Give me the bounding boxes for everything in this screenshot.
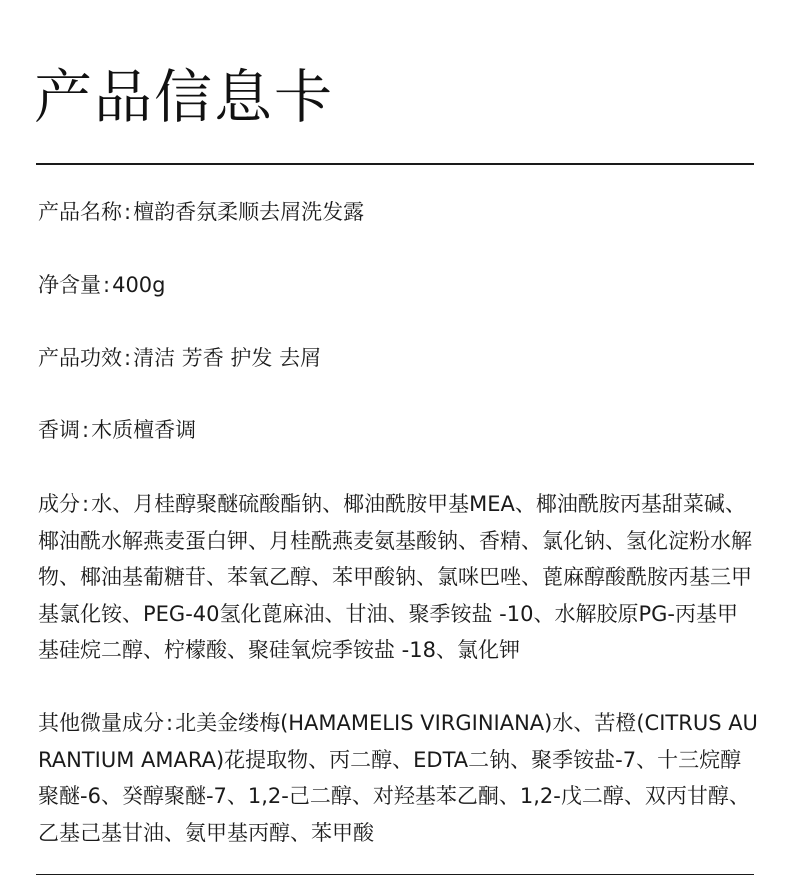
ingredients-value: 水、月桂醇聚醚硫酸酯钠、椰油酰胺甲基MEA、椰油酰胺丙基甜菜碱、椰油酰水解燕麦蛋白钾、月桂酰燕麦氨基酸钠、香精、氯化钠、氢化淀粉水解物、椰油基葡糖苷、苯氧乙醇、苯甲酸钠、氯咪巴唑、蓖麻醇酸酰胺丙基三甲基氯化铵、PEG-40氢化蓖麻油、甘油、聚季铵盐 -10、水解胶原PG-丙基甲基硅烷二醇、柠檬酸、聚硅氧烷季铵盐 -18、氯化钾 (38, 492, 752, 662)
separator: : (124, 200, 132, 224)
minor-ingredients-label: 其他微量成分 (38, 711, 164, 735)
separator: : (103, 273, 111, 297)
net-content-row (38, 271, 166, 299)
bottom-divider (36, 874, 754, 875)
fragrance-row (38, 416, 196, 444)
title-divider (36, 163, 754, 165)
separator: : (166, 711, 174, 735)
product-name-value: 檀韵香氛柔顺去屑洗发露 (133, 200, 365, 224)
efficacy-row (38, 344, 321, 372)
separator: : (124, 346, 132, 370)
page-title: 产品信息卡 (34, 63, 335, 131)
ingredients-label: 成分 (38, 492, 80, 516)
minor-ingredients-paragraph (38, 705, 758, 851)
minor-ingredients-value: 北美金缕梅(HAMAMELIS VIRGINIANA)水、苦橙(CITRUS AURANTIUM AMARA)花提取物、丙二醇、EDTA二钠、聚季铵盐-7、十三烷醇聚醚-6、癸醇聚醚-7、1,2-己二醇、对羟基苯乙酮、1,2-戊二醇、双丙甘醇、乙基己基甘油、氨甲基丙醇、苯甲酸 (38, 711, 758, 845)
product-name-row (38, 198, 364, 226)
separator: : (82, 492, 90, 516)
product-name-label: 产品名称 (38, 200, 122, 224)
ingredients-paragraph (38, 486, 758, 669)
net-content-value: 400g (112, 273, 166, 297)
fragrance-value: 木质檀香调 (91, 418, 197, 442)
fragrance-label: 香调 (38, 418, 80, 442)
separator: : (82, 418, 90, 442)
efficacy-value: 清洁 芳香 护发 去屑 (133, 346, 322, 370)
net-content-label: 净含量 (38, 273, 101, 297)
efficacy-label: 产品功效 (38, 346, 122, 370)
